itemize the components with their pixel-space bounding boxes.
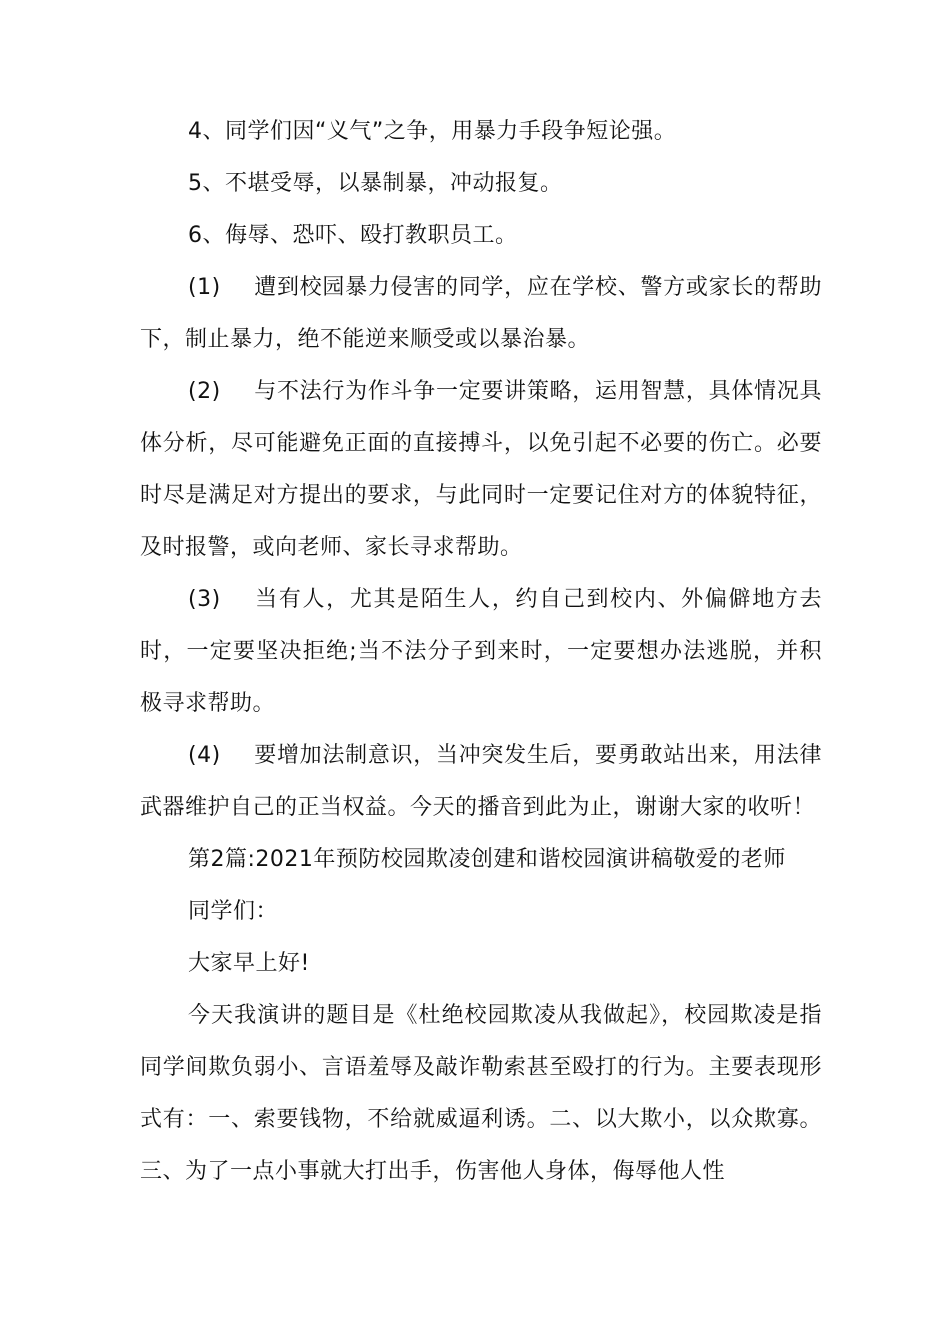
paragraph-number: (2): [188, 379, 221, 404]
paragraph-text: 第2篇:2021年预防校园欺凌创建和谐校园演讲稿敬爱的老师: [188, 847, 786, 872]
paragraph-text: 今天我演讲的题目是《杜绝校园欺凌从我做起》，校园欺凌是指同学间欺负弱小、言语羞辱及敲诈勒索甚至殴打的行为。主要表现形式有：一、索要钱物，不给就威逼利诱。二、以大欺小，以众欺寡。三、为了一点小事就大打出手，伤害他人身体，侮辱他人性: [140, 1003, 822, 1184]
greeting: [140, 938, 822, 990]
paragraph-text: 遭到校园暴力侵害的同学，应在学校、警方或家长的帮助下，制止暴力，绝不能逆来顺受或以暴治暴。: [140, 275, 822, 352]
document-body: [140, 106, 822, 1198]
paragraph-text: 与不法行为作斗争一定要讲策略，运用智慧，具体情况具体分析，尽可能避免正面的直接搏斗，以免引起不必要的伤亡。必要时尽是满足对方提出的要求，与此同时一定要记住对方的体貌特征，及时报警，或向老师、家长寻求帮助。: [140, 379, 822, 560]
paragraph-text: 6、侮辱、恐吓、殴打教职员工。: [188, 223, 518, 248]
section-heading: [140, 834, 822, 886]
paragraph-number: (3): [188, 587, 221, 612]
paragraph-item-6: [140, 210, 822, 262]
paragraph-text: 当有人，尤其是陌生人，约自己到校内、外偏僻地方去时，一定要坚决拒绝;当不法分子到来时，一定要想办法逃脱，并积极寻求帮助。: [140, 587, 822, 716]
numbered-paragraph-1: [140, 262, 822, 366]
paragraph-item-4: [140, 106, 822, 158]
numbered-paragraph-3: [140, 574, 822, 730]
paragraph-text: 要增加法制意识，当冲突发生后，要勇敢站出来，用法律武器维护自己的正当权益。今天的播音到此为止，谢谢大家的收听！: [140, 743, 822, 820]
numbered-paragraph-4: [140, 730, 822, 834]
paragraph-text: 大家早上好!: [188, 951, 310, 976]
paragraph-text: 5、不堪受辱，以暴制暴，冲动报复。: [188, 171, 563, 196]
paragraph-text: 4、同学们因“义气”之争，用暴力手段争短论强。: [188, 119, 677, 144]
paragraph-number: (1): [188, 275, 221, 300]
paragraph-text: 同学们：: [188, 899, 279, 924]
numbered-paragraph-2: [140, 366, 822, 574]
paragraph-item-5: [140, 158, 822, 210]
speech-paragraph: [140, 990, 822, 1198]
paragraph-number: (4): [188, 743, 221, 768]
salutation: [140, 886, 822, 938]
